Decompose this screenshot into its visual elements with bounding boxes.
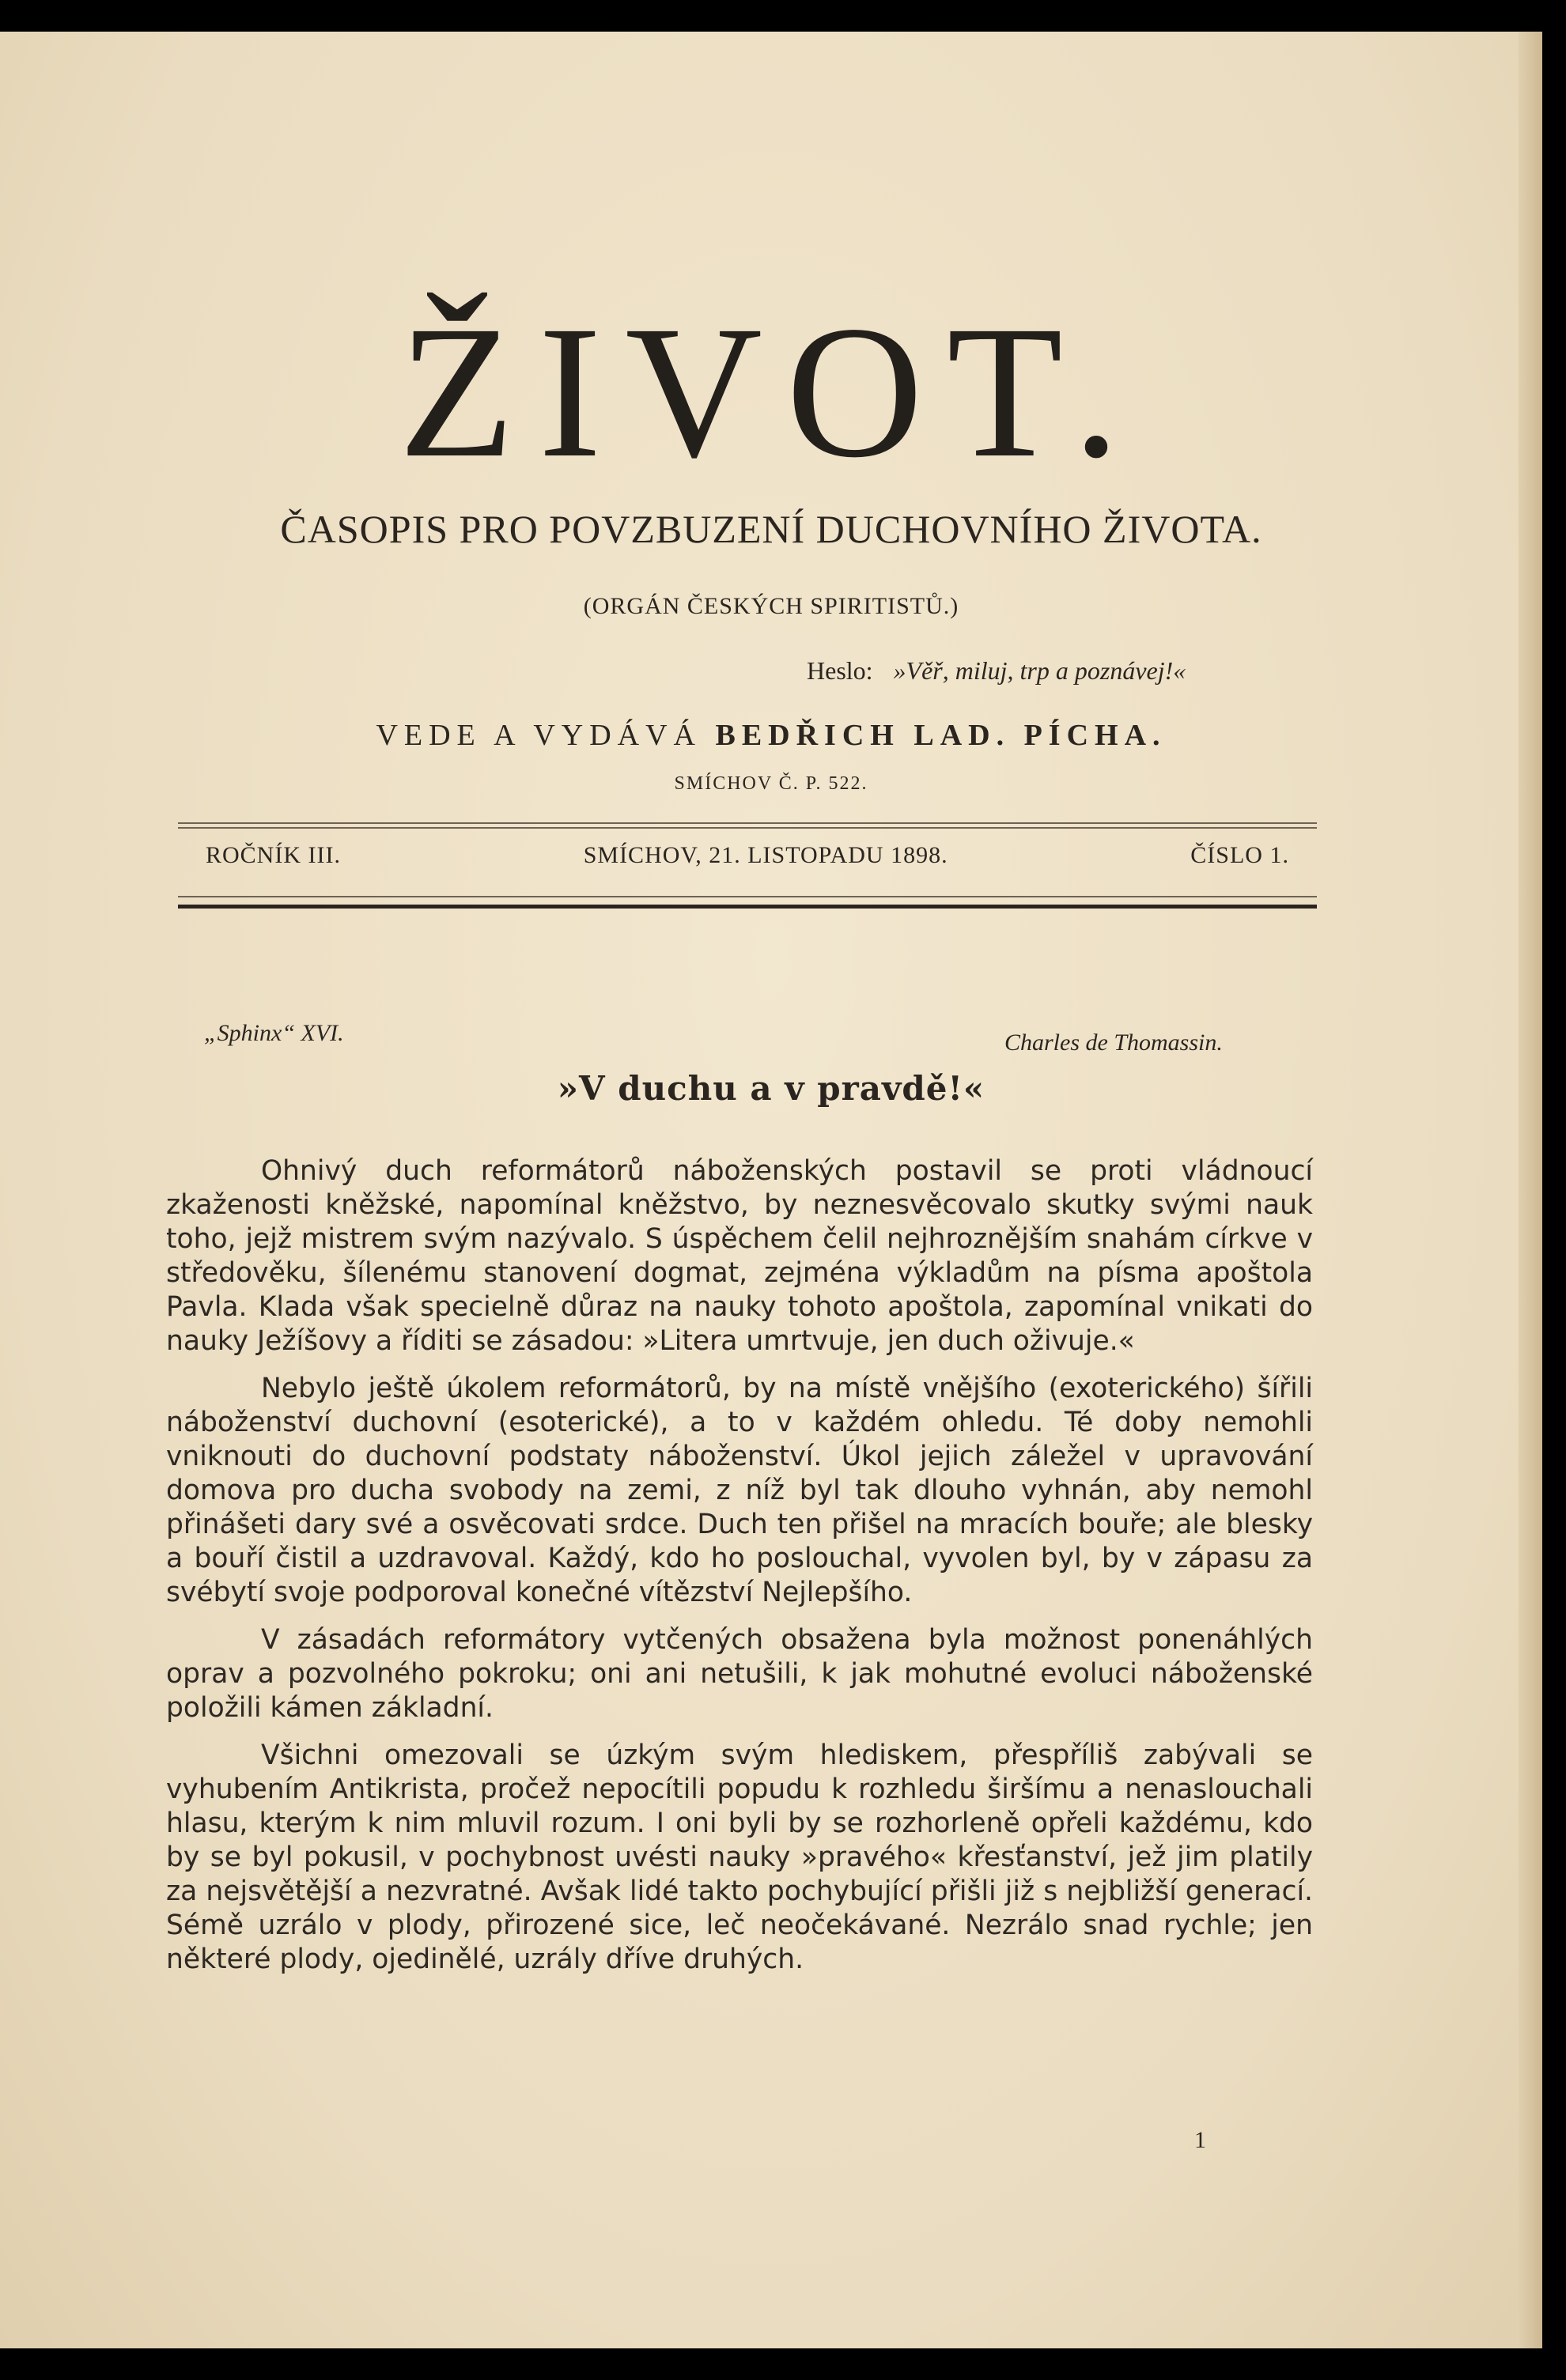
masthead-motto — [807, 656, 1186, 686]
article-source: „Sphinx“ XVI. — [204, 1020, 344, 1046]
article-author: Charles de Thomassin. — [1004, 1029, 1223, 1056]
page-number: 1 — [1194, 2127, 1206, 2153]
header-rule-top — [178, 822, 1317, 824]
masthead-organ: (ORGÁN ČESKÝCH SPIRITISTŮ.) — [583, 593, 959, 619]
publisher-prefix: VEDE A VYDÁVÁ — [376, 719, 702, 752]
article-paragraph: Všichni omezovali se úzkým svým hlediskem, přespříliš zabývali se vyhubením Antikrista, pročež nepocítili popudu k rozhledu širšímu a nenaslouchali hlasu, kterým k nim mluvil rozum. I oni byli by se rozhorleně opřeli každému, kdo by se byl pokusil, v pochybnost uvésti nauky »pravého« křesťanství, jež jim platily za nejsvětější a nezvratné. Avšak lidé takto pochybující přišli již s nejbližší generací. Sémě uzrálo v plody, přirozené sice, leč neočekávané. Nezrálo snad rychle; jen některé plody, ojedinělé, uzrály dříve druhých. — [166, 1740, 1313, 1975]
article-paragraph: Nebylo ještě úkolem reformátorů, by na místě vnějšího (exoterického) šířili náboženství duchovní (esoterické), a to v každém ohledu. Té doby nemohli vniknouti do duchovní podstaty náboženství. Úkol jejich záležel v upravování domova pro ducha svobody na zemi, z níž byl tak dlouho vyhnán, aby nemohl přinášeti dary své a osvěcovati srdce. Duch ten přišel na mracích bouře; ale blesky a bouří čistil a uzdravoval. Každý, kdo ho poslouchal, vyvolen byl, by v zápasu za svébytí svoje podporoval konečné vítězství Nejlepšího. — [166, 1373, 1313, 1608]
masthead-subtitle: ČASOPIS PRO POVZBUZENÍ DUCHOVNÍHO ŽIVOTA. — [280, 507, 1262, 551]
header-rule-bottom-thin — [178, 896, 1317, 897]
journal-page — [0, 32, 1542, 2348]
header-rule-bottom-thick — [178, 905, 1317, 909]
issue-volume: ROČNÍK III. — [206, 842, 341, 868]
masthead-title: ŽIVOT. — [399, 286, 1144, 497]
header-rule-top-2 — [178, 827, 1317, 829]
article-paragraph: Ohnivý duch reformátorů náboženských postavil se proti vládnoucí zkaženosti kněžské, napomínal kněžstvo, by neznesvěcovalo skutky svými nauk toho, jejž mistrem svým nazývalo. S úspěchem čelil nejhroznějším snahám církve v středověku, šílenému stanovení dogmat, zejména výkladům na písma apoštola Pavla. Klada však specielně důraz na nauky tohoto apoštola, zapomínal vnikati do nauky Ježíšovy a říditi se zásadou: »Litera umrtvuje, jen duch oživuje.« — [166, 1155, 1313, 1357]
masthead-publisher — [0, 718, 1542, 753]
motto-label: Heslo: — [807, 656, 873, 685]
article-body — [166, 1154, 1313, 1990]
article-paragraph: V zásadách reformátory vytčených obsažena byla možnost ponenáhlých oprav a pozvolného pokroku; oni ani netušili, k jak mohutné evoluci náboženské položili kámen základní. — [166, 1624, 1313, 1724]
motto-text: »Věř, miluj, trp a poznávej!« — [893, 656, 1186, 685]
issue-info — [206, 842, 1289, 869]
publisher-name: BEDŘICH LAD. PÍCHA. — [715, 719, 1167, 752]
masthead-address: SMÍCHOV Č. P. 522. — [674, 773, 868, 794]
issue-place-date: SMÍCHOV, 21. LISTOPADU 1898. — [583, 842, 948, 868]
issue-number: ČÍSLO 1. — [1190, 842, 1289, 868]
article-title: »V duchu a v pravdě!« — [557, 1069, 985, 1108]
